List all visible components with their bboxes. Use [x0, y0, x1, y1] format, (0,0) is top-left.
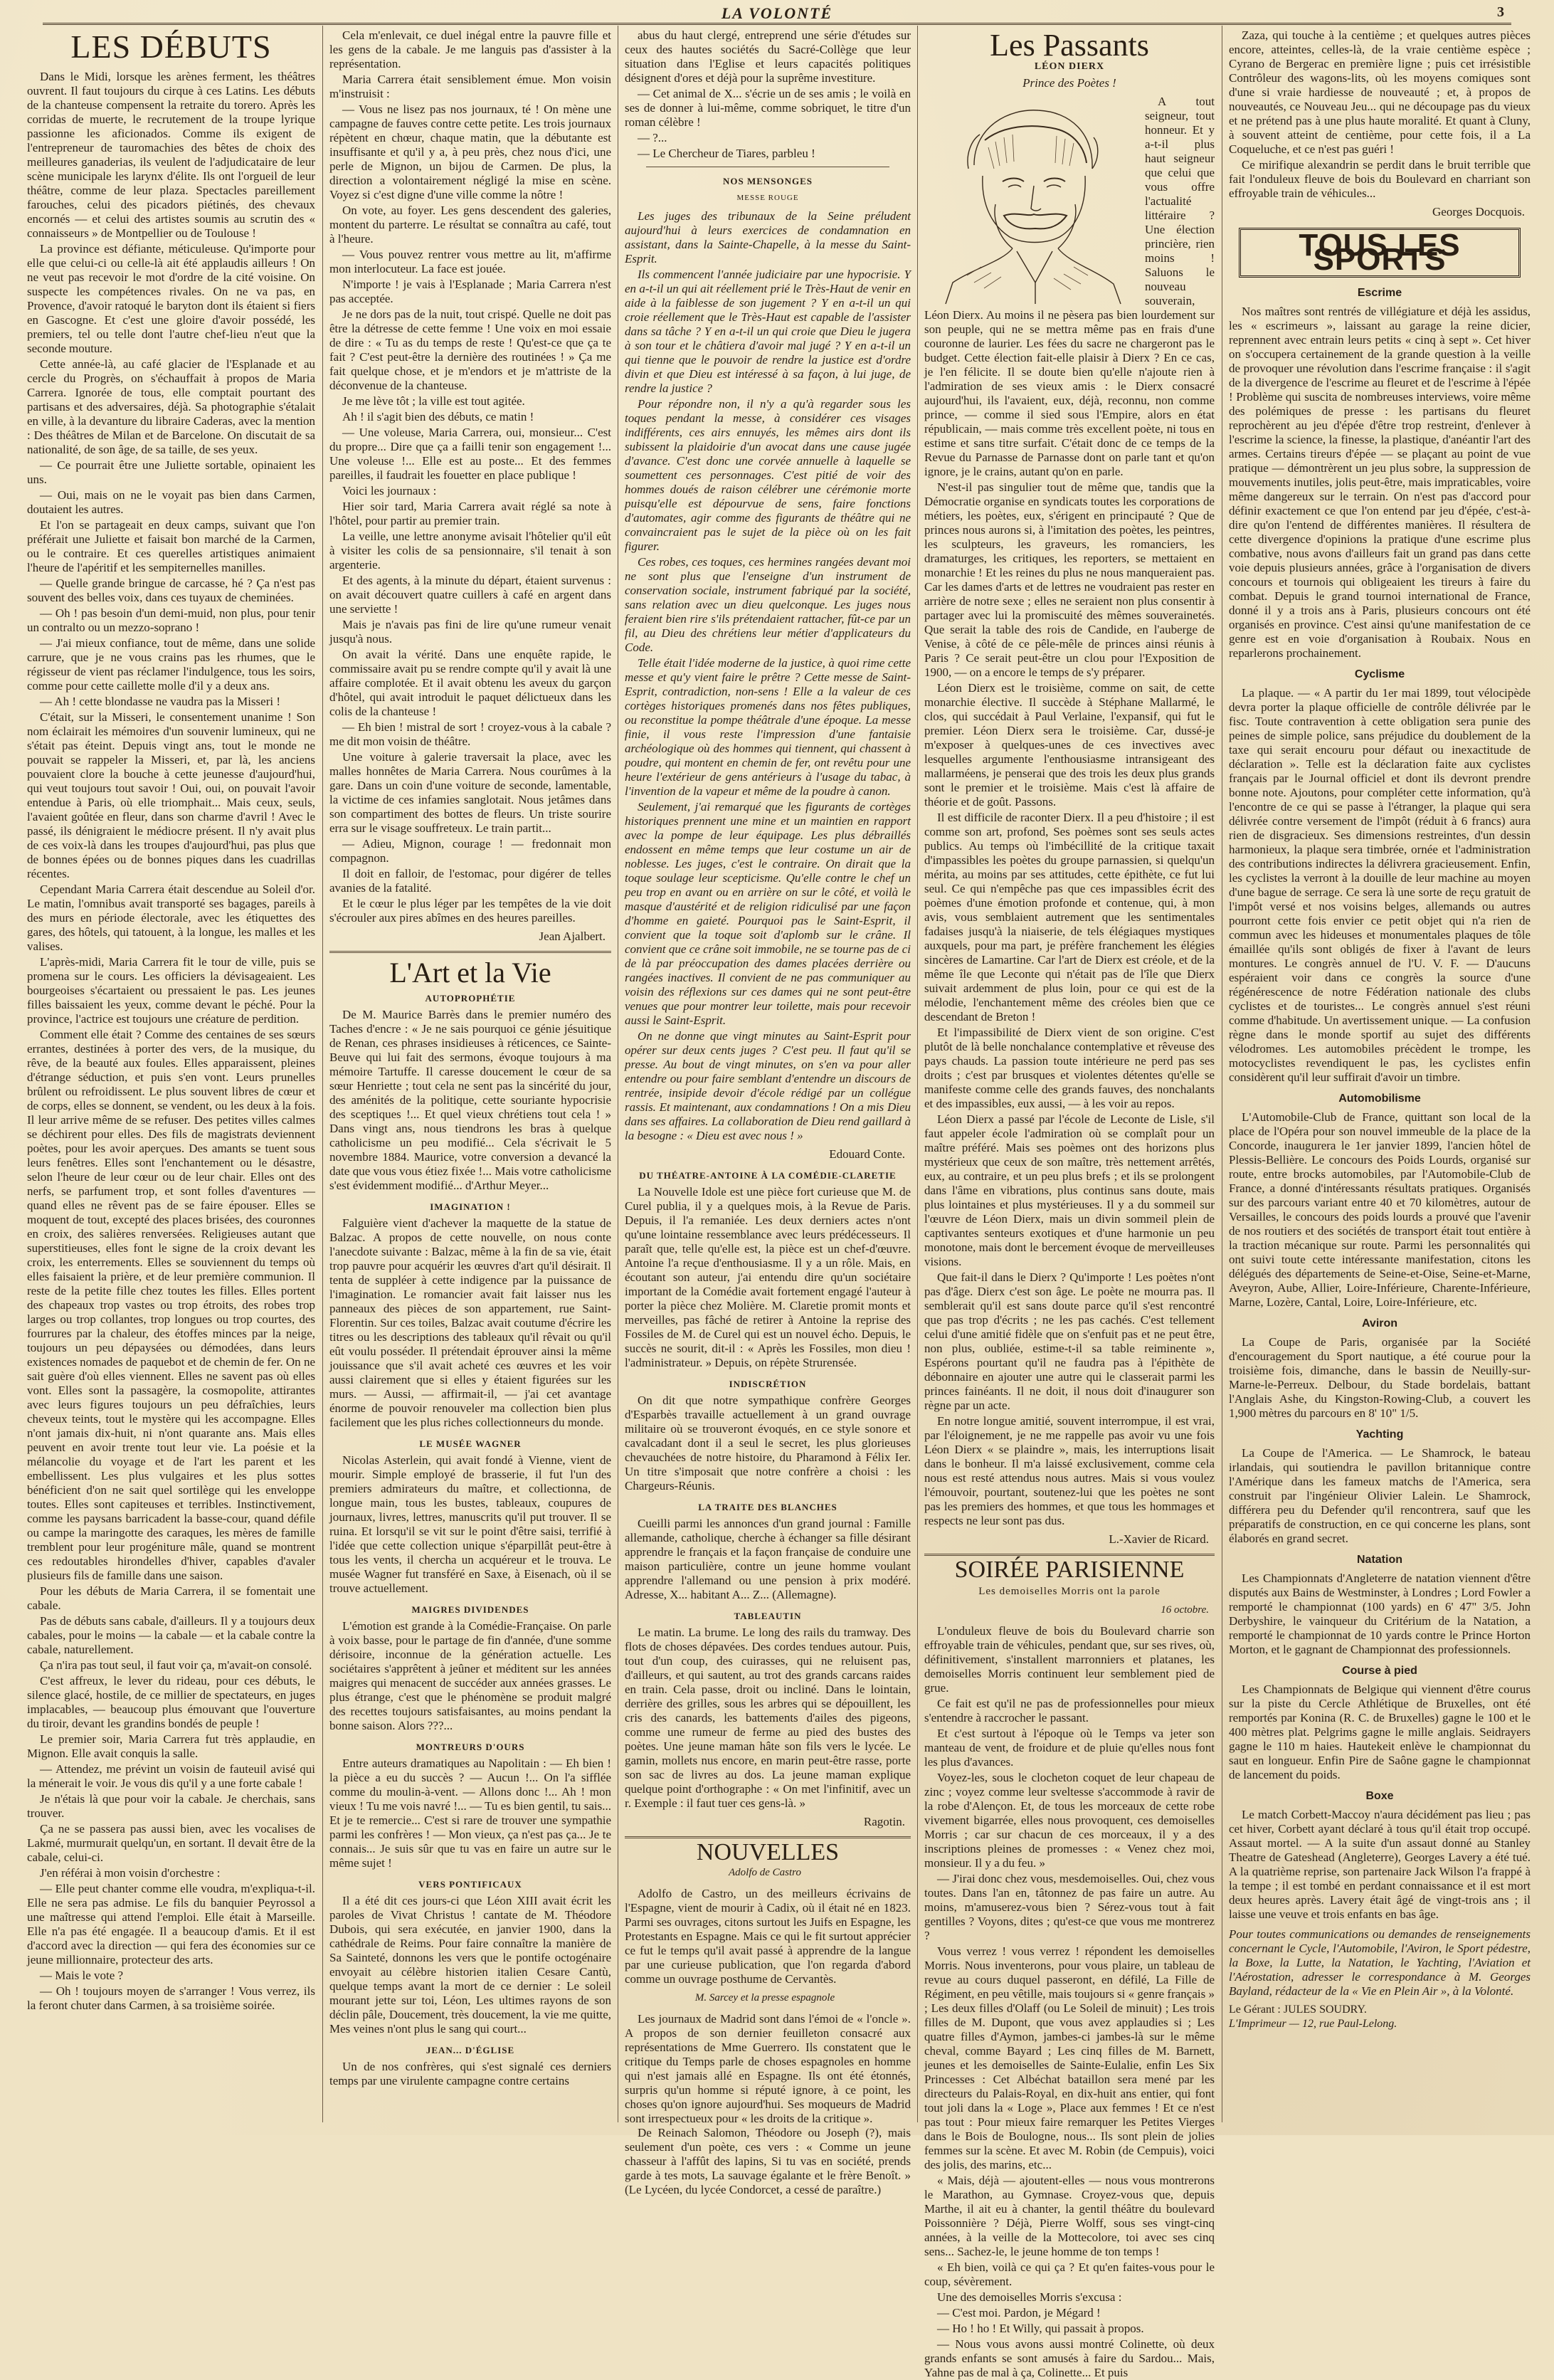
- masthead: [43, 4, 1511, 25]
- paragraph: On dit que notre sympathique confrère Georges d'Esparbès travaille actuellement à un grand ouvrage militaire où se trouveront évoqués, en ce style sonore et cavalcadant dont il a seul le secret, les plus glorieuses chevauchées de notre histoire, du Pharamond à Félix Ier. Un titre s'imposait que notre confrère a choisi : les Chargeurs-Réunis.: [625, 1394, 911, 1492]
- paragraph: Nicolas Asterlein, qui avait fondé à Vienne, vient de mourir. Simple employé de brasserie, il fut l'un des premiers admirateurs du maître, et collectionna, de longue main, tous les bustes, tableaux, coupures de journaux, livres, lettres, manuscrits qu'il put trouver. Il se ruina. Et lorsqu'il se vit sur le point d'être saisi, terrifié à l'idée que cette collection unique s'éparpillât peut-être à tous les vents, il chercha un acquéreur et le trouva. Le musée Wagner fut transféré en Saxe, à Eisenach, où il se trouve actuellement.: [329, 1453, 611, 1595]
- paragraph: Voyez-les, sous le clocheton coquet de leur chapeau de zinc ; voyez comme leur sveltesse s'accommode à ravir de la robe d'Alençon. Et, de tous les morceaux de cette robe vivement bigarrée, elles nous provoquent, ces demoiselles Morris ; car sur chacun de ces morceaux, il y a des inscriptions pleines de promesses : « Venez chez moi, monsieur. Il y a du feu. »: [924, 1771, 1215, 1870]
- paragraph: Voici les journaux :: [342, 484, 437, 497]
- paragraph: — Ce pourrait être une Juliette sortable, opinaient les uns.: [27, 458, 315, 486]
- section-divider: [924, 1554, 1215, 1556]
- section-title-tous-les-sports: TOUS LES SPORTS: [1239, 228, 1521, 278]
- paragraph: — Nous vous avons aussi montré Colinette, où deux grands enfants se sont amusés à faire du Sardou... Mais, Yahne pas de mal à ça, Colinette... Et puis: [924, 2337, 1215, 2379]
- section-heading: TABLEAUTIN: [734, 1611, 802, 1621]
- paragraph: Léon Dierx est le troisième, comme on sait, de cette monarchie élective. Il succède à Stéphane Mallarmé, le clos, qui succédait à Paul Verlaine, l'expansif, qui fut le premier. Léon Dierx sera le troisième. Car, dussé-je m'exposer à quelques-unes de ces invectives avec lesquelles argumente l'enthousiasme intransigeant des mallarméens, je penserai que des trois les deux plus grands sont le premier et le troisième. Mais c'est là affaire de théorie et de goût. Passons.: [924, 681, 1215, 809]
- paragraph: — Mais le vote ?: [40, 1969, 124, 1982]
- paragraph: Et le cœur le plus léger par les tempêtes de la vie doit s'écrouler aux pires abîmes en des heures pareilles.: [329, 897, 611, 925]
- paragraph: La plaque. — « A partir du 1er mai 1899, tout vélocipède devra porter la plaque officielle de contrôle délivrée par le fisc. Toute contravention à cette obligation sera punie des peines de simple police, sans préjudice du doublement de la taxe qui serait encouru pour défaut ou inexactitude de déclaration ». Telle est la déclaration faite aux cyclistes français par le Journal officiel et dont ils devront prendre bonne note. Ajoutons, pour compléter cette information, qu'à l'encontre de ce qui se passe à l'étranger, la plaque qui sera délivrée contre versement de l'impôt (réduit à 6 francs) aura rien de disgracieux. Ses dimensions restreintes, d'un dessin harmonieux, la plaque sera timbrée, ornée et l'administration des contributions indirectes la délivrera gracieusement. Enfin, les cyclistes la verront à la douille de leur machine au moyen d'une bague de serrage. Ce sera là une sorte de reçu gratuit de l'impôt versé et nos voisins belges, allemands ou autres pourront cette fois envier ce petit objet qui n'a rien de commun avec les hideuses et monumentales plaques de tôle émaillée qu'ils sont obligés de fixer à l'avant de leurs montures. Le congrès annuel de l'U. V. F. — D'aucuns espéraient voir dans ce congrès la source d'une régénérescence de notre Fédération nationale des clubs cyclistes et de touristes... Le congrès annuel s'est réuni comme d'habitude. Un avertissement unique. — La confusion règne dans le monde sportif au sujet des différents vélodromes. Les automobiles précèdent le trompe, les motocyclistes revendiquent le pas, les cyclistes enfin considèrent qu'il leur suffirait d'avoir un timbre.: [1229, 686, 1531, 1084]
- article-body: [924, 1624, 1215, 2380]
- paragraph: — Cet animal de X... s'écrie un de ses amis ; le voilà en ses de donner à lui-même, comme sobriquet, le titre d'un roman célèbre !: [625, 87, 911, 129]
- paragraph: Cueilli parmi les annonces d'un grand journal : Famille allemande, catholique, cherche à échanger sa fille désirant apprendre le français et la façon française de conduire une maison particulière, contre un jeune homme voulant apprendre l'allemand ou une pension à prix modéré. Adresse, X... habitant A... Z... (Allemagne).: [625, 1517, 911, 1601]
- paragraph: Les Championnats de Belgique qui viennent d'être courus sur la piste du Cercle Athlétique de Bruxelles, ont été remportés par Konina (R. C. de Bruxelles) gagne le 100 et le 400 mètres plat. Pelgrims gagne le mille anglais. Seidrayers gagne le 110 m haies. Hautekeit enlève le championnat du saut en longueur. Enfin Pire de Saône gagne le championnat de lancement du poids.: [1229, 1683, 1531, 1781]
- paragraph: Cependant Maria Carrera était descendue au Soleil d'or. Le matin, l'omnibus avait transporté ses bagages, pareils à des murs en période électorale, avec les étiquettes des gares, des hôtels, qui tatouent, à la longue, les malles et les valises.: [27, 883, 315, 953]
- paragraph: Il est difficile de raconter Dierx. Il a peu d'histoire ; il est comme son art, profond, Ses poèmes sont ses seuls actes publics. Au temps où l'imbécillité de la critique taxait d'impassibles les poètes du groupe parnassien, si quelqu'un mérita, au moins par ses attitudes, cette épithète, ce fut lui seul. Ce qui n'empêche pas que ces impassibles écrit des poèmes d'une émotion profonde et contenue, qui, à mon avis, vous semblaient autrement que les sentimentales fadaises jusqu'à la niaiserie, de tels élégiaques mystiques auxquels, pour ma part, je préfère franchement les élégies sincères de Lamartine. Car l'art de Dierx est créole, et de la même île que Leconte qui n'était pas de l'île que Dierx suivait ardemment de plus loin, pour ce qui est de la mélodie, l'enchantement même des créoles bien que ce descendant de Breton !: [924, 811, 1215, 1023]
- section-heading: DU THÉATRE-ANTOINE À LA COMÉDIE-CLARETIE: [639, 1170, 897, 1181]
- paragraph: N'est-il pas singulier tout de même que, tandis que la Démocratie organise en syndicats toutes les corporations de métiers, les poètes, eux, s'érigent en principauté ? Que de princes nous aurons si, à l'imitation des poètes, les peintres, les sculpteurs, les graveurs, les romanciers, les dramaturges, les critiques, les reporters, se mettaient en monarchie ! Et les reines du plus ne nous manqueraient pas. Car les dames d'arts et de lettres ne voudraient pas rester en arrière de notre sexe ; elles ne seraient non plus consentir à partager avec lui la promiscuité des mêmes souverainetés. Que serait la table des rois de Candide, en l'auberge de Venise, à côté de ce pêle-mêle de princes ainsi réunis à Paris ? Ce serait peut-être un clou pour l'Exposition de 1900, — on a encore le temps de s'y préparer.: [924, 480, 1215, 679]
- section-heading: Boxe: [1365, 1790, 1394, 1802]
- section-heading: LA TRAITE DES BLANCHES: [698, 1502, 837, 1512]
- paragraph: Ça n'ira pas tout seul, il faut voir ça, m'avait-on consolé.: [40, 1658, 312, 1672]
- paragraph: Et l'impassibilité de Dierx vient de son origine. C'est plutôt de là belle nonchalance contemplative et rêveuse des pays chauds. La passion toute intérieure ne perd pas ses droits ; c'est par brusques et violentes détentes qu'elle se manifeste comme celle des grands fauves, des nonchalants et des impassibles, eux aussi, — à les voir au repos.: [924, 1026, 1215, 1110]
- page-number: 3: [1497, 4, 1504, 20]
- paragraph: J'en référai à mon voisin d'orchestre :: [40, 1866, 221, 1880]
- paragraph: — Elle peut chanter comme elle voudra, m'expliqua-t-il. Elle ne sera pas admise. Le fils du banquier Peyrossol a une maîtresse qui attend l'emploi. Elle était à Marseille. Elle n'a pas été engagée. Il a beaucoup d'amis. Et il est d'accord avec la direction — qui fera des économies sur ce jeune millionnaire, protecteur des arts.: [27, 1882, 315, 1966]
- section-divider: [625, 1836, 911, 1838]
- column-mensonges-nouvelles: [625, 28, 911, 2196]
- paragraph: Telle était l'idée moderne de la justice, à quoi rime cette messe et qu'y vient faire le prêtre ? Cette messe de Saint-Esprit, contradiction, non-sens ! Elle a la valeur de ces cortèges historiques promenés dans nos fêtes publiques, ou reconstitue la pompe théâtrale d'une époque. La messe finie, il vous reste l'impression d'une fantaisie archéologique où des hommes qui tiennent, qui chassent à poudre, qui montent en chemin de fer, ont revêtu pour une heure l'extérieur de gens antérieurs à l'usage du tabac, à l'invention de la vapeur et même de la poudre à canon.: [625, 656, 911, 798]
- paragraph: Que fait-il dans le Dierx ? Qu'importe ! Les poètes n'ont pas d'âge. Dierx c'est son âge. Le poète ne mourra pas. Il semblerait qu'il est sans doute parce qu'il s'est rencontré que pas trop d'écrits ; ne les pas cachés. C'est tellement celui d'une amitié fidèle que on s'enfuit pas et ne peut être, non plus, oubliée, estime-t-il sa table reiminente », Espérons pourtant qu'il ne faudra pas à l'épithète de débonnaire en ajouter une autre qui le classerait parmi les princes fainéants. Il ne doit, il nous doit d'inaugurer son règne par un acte.: [924, 1270, 1215, 1412]
- paragraph: De M. Maurice Barrès dans le premier numéro des Taches d'encre : « Je ne sais pourquoi ce génie jésuitique de Renan, ces phrases insidieuses à réticences, ce Sainte-Beuve qui lui fait des sermons, évoque toujours à ma mémoire Tartuffe. Il caresse doucement le cœur de sa sœur Henriette ; tout cela ne sent pas la sincérité du jour, des aménités de la politique, cette souriante hypocrisie des sceptiques !... Et quel vieux chrétiens tout cela ! » Dans vingt ans, nous tiendrons les bras à quelque catholicisme un peu modifié... Cela s'écrivait le 5 novembre 1884. Maurice, votre conversion a devancé la date que vous vous étiez fixée !... Mais votre catholicisme s'est évidemment modifié... d'Arthur Meyer...: [329, 1008, 611, 1192]
- article-body: [1229, 28, 1531, 201]
- paragraph: On avait la vérité. Dans une enquête rapide, le commissaire avait pu se rendre compte qu'il y avait là une affaire complotée. Et il avait obtenu les aveux du garçon d'hôtel, qui avait introduit le paquet délictueux dans les colis de la chanteuse !: [329, 648, 611, 718]
- paragraph: Le premier soir, Maria Carrera fut très applaudie, en Mignon. Elle avait conquis la salle.: [27, 1732, 315, 1760]
- paragraph: Je n'étais là que pour voir la cabale. Je cherchais, sans trouver.: [27, 1792, 315, 1820]
- paragraph: Pas de débuts sans cabale, d'ailleurs. Il y a toujours deux cabales, pour le moins — la cabale — et la cabale contre la cabale, naturellement.: [27, 1614, 315, 1656]
- article-title-les-debuts: LES DÉBUTS: [70, 28, 272, 65]
- paragraph: « Mais, déjà — ajoutent-elles — nous vous montrerons le Marathon, au Gymnase. Croyez-vous que, depuis Marthe, il ait eu à chanter, la gentil théâtre du boulevard Poissonnière ? Déjà, Pierre Wolff, sous ses vingt-cinq années, à la veille de la Mottecolore, toi avec ses cinq sens... Sachez-le, le jeune homme de ton temps !: [924, 2174, 1215, 2258]
- column-art-et-la-vie: [329, 28, 611, 2121]
- paragraph: Hier soir tard, Maria Carrera avait réglé sa note à l'hôtel, pour partir au premier train.: [329, 500, 611, 527]
- paragraph: Je me lève tôt ; la ville est tout agitée.: [342, 394, 525, 408]
- paragraph: La province est défiante, méticuleuse. Qu'importe pour elle que celui-ci ou celle-là ait été applaudis ailleurs ! On ne veut pas recevoir le mot d'ordre de la cité voisine. On suspecte les compétences rivales. On ne va pas, en Provence, d'avoir ratoqué le baryton dont ils étaient si fiers en Gascogne. Et c'est une gloire d'avoir possédé, les premiers, tel ou telle dont l'autre chef-lieu n'eut que la seconde mouture.: [27, 242, 315, 355]
- paragraph: C'est affreux, le lever du rideau, pour ces débuts, le silence glacé, hostile, de ce millier de spectateurs, en juges implacables, — beaucoup plus émouvant que l'ouverture du tiroir, devant les grandins bondés de peuple !: [27, 1674, 315, 1730]
- paragraph: — Adieu, Mignon, courage ! — fredonnait mon compagnon.: [329, 837, 611, 865]
- paragraph: — Vous pouvez rentrer vous mettre au lit, m'affirme mon interlocuteur. La face est jouée.: [329, 248, 611, 275]
- article-body: [625, 28, 911, 161]
- paragraph: — Oh ! toujours moyen de s'arranger ! Vous verrez, ils la feront chuter dans Carmen, à sa troisième soirée.: [27, 1984, 315, 2012]
- article-body: [329, 28, 611, 925]
- paragraph: L'émotion est grande à la Comédie-Française. On parle à voix basse, pour le partage de fin d'année, d'une somme dérisoire, inconnue de la génération actuelle. Les sociétaires s'apprêtent à jeûner et méditent sur les années maigres qui menacent de succéder aux années grasses. Le plus étrange, c'est que le phénomène se produit malgré des recettes toujours satisfaisantes, au moins pendant la bonne saison. Alors ???...: [329, 1619, 611, 1732]
- paragraph: — Ah ! cette blondasse ne vaudra pas la Misseri !: [40, 695, 281, 708]
- portrait-engraving-image: [924, 98, 1138, 304]
- subject-title: Prince des Poètes !: [1022, 76, 1116, 90]
- sports-sections: [1229, 286, 1531, 1922]
- section-title-art-et-la-vie: L'Art et la Vie: [389, 957, 551, 989]
- section-heading: INDISCRÉTION: [729, 1379, 807, 1389]
- contact-note: [1229, 1927, 1531, 1999]
- article-title-les-passants: Les Passants: [990, 28, 1149, 63]
- paragraph: Vous verrez ! vous verrez ! répondent les demoiselles Morris. Nous inventerons, pour vous plaire, un tableau de revue au cours duquel passeront, en défilé, La Fille de Régiment, en peu vêtille, mais toujours si « genre français » ; Les deux filles d'Olaff (ou Le Soleil de minuit) ; Les trois filles de M. Dupont, que vous avez applaudies si ; Les quatre filles d'Aymon, jambes-ci jambes-là sur le même cheval, comme Bayard ; Les cinq filles de M. Barnett, jeunes et les demoiselles de Sainte-Eulalie, enfin Les Six Princesses : Cet Albéchat bataillon sera mené par les directeurs du Palais-Royal, en dix-huit ans entier, qui font tout joli dans la « Loge », Place aux femmes ! Et ce n'est pas tout : Pour mieux faire remarquer les Petites Vierges dans le Bois de Boulogne, nous... Ils sont plein de jolies femmes sur la scène. Et avec M. Robin (de Cempuis), voici des jolis, des marins, etc...: [924, 1944, 1215, 2171]
- article-subtitle: Les demoiselles Morris ont la parole: [978, 1586, 1161, 1597]
- column-les-passants: [924, 28, 1215, 2379]
- paragraph: Falguière vient d'achever la maquette de la statue de Balzac. A propos de cette nouvelle, on nous conte l'anecdote suivante : Balzac, même à la fin de sa vie, était trop pauvre pour acquérir les œuvres d'art qu'il désirait. Il tenta de suppléer à cette indigence par la puissance de l'imagination. Le romancier avait fait laisser nus les panneaux des pièces de son appartement, rue Saint-Florentin. Sur ces toiles, Balzac avait coutume d'écrire les titres ou les descriptions des tableaux qu'il rêvait ou qu'il eût voulu posséder. Il prétendait éprouver ainsi la même jouissance que s'il avait acheté ces œuvres et les voir aussi clairement que si elles y étaient figurées sur les murs. — Aussi, — affirmait-il, — j'ai cet avantage énorme de pouvoir renouveler ma collection bien plus facilement que les plus riches collectionneurs du monde.: [329, 1216, 611, 1429]
- author-signature: Ragotin.: [863, 1815, 905, 1828]
- paragraph: — ?...: [638, 131, 667, 144]
- column-les-debuts: [27, 28, 315, 2121]
- section-heading: Aviron: [1361, 1317, 1398, 1329]
- news-subheading: M. Sarcey et la presse espagnole: [694, 1992, 835, 2003]
- paragraph: De Reinach Salomon, Théodore ou Joseph (?), mais seulement d'un poète, ces vers : « Comme un jeune chasseur à l'affût des lapins, Si tu vas en société, prends garde à tes mots, La sauvage égalante et le frère Benoît. » (Le Lycéen, du lycée Condorcet, a cessé de paraître.): [625, 2126, 911, 2196]
- section-heading: JEAN... D'ÉGLISE: [426, 2045, 515, 2055]
- section-heading: Natation: [1357, 1554, 1402, 1566]
- paragraph: Maria Carrera était sensiblement émue. Mon voisin m'instruisit :: [329, 73, 611, 100]
- paragraph: — Oui, mais on ne le voyait pas bien dans Carmen, doutaient les autres.: [27, 488, 315, 516]
- paragraph: Et des agents, à la minute du départ, étaient survenus : on avait découvert quatre cuillers à café en argent dans une serviette !: [329, 574, 611, 616]
- paragraph: — Vous ne lisez pas nos journaux, té ! On mène une campagne de fauves contre cette petite. Les trois journaux répètent en chœur, chaque matin, que la débutante est insuffisante et qu'il y a, à peu près, chez nous d'ici, une perle de Mignon, un bijou de Carmen. De plus, la direction a volontairement négligé la mise en scène. Voyez si c'est digne d'une ville comme la nôtre !: [329, 102, 611, 201]
- paragraph: Les journaux de Madrid sont dans l'émoi de « l'oncle ». A propos de son dernier feuilleton consacré aux représentations de Mme Guerrero. Ils constatent que le critique du Temps parle de choses espagnoles en homme qui n'est jamais allé en Espagne. Ils ont été étonnés, surpris qu'un homme si réputé ignore, à ce point, les choses qu'on ignore aujourd'hui. Ses moqueurs de Madrid sont irrespectueux pour « les droits de la critique ».: [625, 2012, 911, 2125]
- section-heading: MAIGRES DIVIDENDES: [411, 1604, 529, 1615]
- paragraph: Ah ! il s'agit bien des débuts, ce matin !: [342, 410, 534, 423]
- author-signature: L.-Xavier de Ricard.: [1109, 1532, 1209, 1546]
- paragraph: Un de nos confrères, qui s'est signalé ces derniers temps par une virulente campagne contre certains: [329, 2060, 611, 2087]
- paragraph: La Coupe de l'America. — Le Shamrock, le bateau irlandais, qui soutiendra le pavillon britannique contre l'Amérique dans les fameux matchs de l'America, sera construit par l'ingénieur Olivier Lalein. Le Shamrock, différera peu du Defender qu'il rencontrera, sauf que les préparatifs de construction, en ce qui concerne les plans, sont élaborés en grand secret.: [1229, 1446, 1531, 1545]
- section-heading: IMAGINATION !: [430, 1201, 511, 1212]
- paragraph: Pour les débuts de Maria Carrera, il se fomentait une cabale.: [27, 1584, 315, 1612]
- column-tous-les-sports: [1229, 28, 1531, 2121]
- paragraph: C'était, sur la Misseri, le consentement unanime ! Son nom éclairait les mémoires d'un souvenir lumineux, qui ne s'était pas éteint. Depuis vingt ans, tout le monde ne pouvait se rappeler la Misseri, et, par là, les anciens pouvaient clore la bouche à cette jeunesse d'aujourd'hui, qui veut toujours tout savoir ! Oui, oui, on pouvait l'avoir entendue à Paris, où elle triomphait... Mais ceux, seuls, l'avaient goûtée en fleur, dans son charme d'avril ! Avec le passé, ils dénigraient le médiocre présent. Il n'y avait plus de ces voix-là dans les troupes d'aujourd'hui, pas plus que de bonnes épées ou de bonnes piques dans les cuadrillas récentes.: [27, 710, 315, 880]
- paragraph: Seulement, j'ai remarqué que les figurants de cortèges historiques prennent une mine et un maintien en rapport avec la pompe de leur équipage. Les plus débraillés endossent en même temps que leur costume un air de noblesse. Les juges, c'est le contraire. On dirait que la toque soulage leur scepticisme. Qu'elle contre le chef un peu trop en avant ou en arrière on sur le côté, et voilà le masque d'austérité et de religion ridiculisé par une façon d'homme en gaieté. Pourquoi pas le Saint-Esprit, il convient que la toque soit d'aplomb sur le crâne. Il convient que ce crâne soit immobile, ne se tourne pas de ci de là par préoccupation des dames placées derrière ou rangées inactives. Il convient de ne pas communiquer au voisin des réflexions sur ces dames qui ne sont peut-être venues que pour montrer leur toilette, mais pour recevoir aussi le Saint-Esprit.: [625, 800, 911, 1027]
- paragraph: abus du haut clergé, entreprend une série d'études sur ceux des hautes sociétés du Sacré-Collège que leur situation dans l'Eglise et leurs capacités politiques désignent d'ores et déjà pour la suprême investiture.: [625, 28, 911, 85]
- paragraph: Adolfo de Castro, un des meilleurs écrivains de l'Espagne, vient de mourir à Cadix, où il était né en 1823. Parmi ses ouvrages, citons surtout les Juifs en Espagne, les Protestants en Espagne. Mais ce qui le fit surtout apprécier ce fut le temps qu'il avait passé à apprendre de la langue par une curieuse publication, que l'on regarda d'abord comme un ouvrage posthume de Cervantès.: [625, 1887, 911, 1986]
- paragraph: — Attendez, me prévint un voisin de fauteuil avisé qui la ménerait le voir. Je vous dis qu'il y a une forte cabale !: [27, 1762, 315, 1790]
- paragraph: Léon Dierx a passé par l'école de Leconte de Lisle, s'il faut appeler école l'admiration où se complaît pour un maître préféré. Mais ses poèmes ont des horizons plus mystérieux que ceux de son maître, très nettement arrêtés, eux, au contraire, et un peu plus brefs ; et ils se prolongent dans l'âme en vibrations, plus continus sans doute, mais plus lointaines et plus mystérieuses. Il y a du sommeil sur l'œuvre de Léon Dierx, mais un divin sommeil plein de captivantes senteurs exotiques et d'une harmonie un peu monotone, mais dont le bercement évoque de merveilleuses visions.: [924, 1112, 1215, 1268]
- section-heading: Yachting: [1355, 1428, 1404, 1441]
- paragraph: — Le Chercheur de Tiares, parbleu !: [638, 147, 815, 160]
- paragraph: Il a été dit ces jours-ci que Léon XIII avait écrit les paroles de Vivat Christus ! cantate de M. Théodore Dubois, qui sera exécutée, en janvier 1900, dans la cathédrale de Reims. Pour faire connaître la manière de Sa Sainteté, donnons les vers que le pontife octogénaire envoyait au célèbre historien italien Cesare Cantù, quelque temps avant la mort de ce dernier : Le soleil mourant jette sur toi, Léon, Les ultimes rayons de son déclin pâle, Doucement, très doucement, la vie me quitte, Mes veines n'ont plus le sang qui court...: [329, 1894, 611, 2036]
- paragraph: — C'est moi. Pardon, je Mégard !: [937, 2306, 1101, 2320]
- paragraph: Pour toutes communications ou demandes de renseignements concernant le Cycle, l'Automobile, l'Aviron, le Sport pédestre, la Boxe, la Lutte, la Natation, le Yachting, l'Aviation et l'Aérostation, adresser le correspondance à M. Georges Bayland, rédacteur de la « Vie en Plein Air », à la Volonté.: [1229, 1927, 1531, 1998]
- paragraph: — J'irai donc chez vous, mesdemoiselles. Oui, chez vous toutes. Dans l'an en, tâtonnez de pas faire un autre. Au moins, m'amuserez-vous bien ? Sérez-vous tout à fait gentilles ? Voyons, dites ; qu'est-ce que vous me montrerez ?: [924, 1872, 1215, 1942]
- paragraph: « Eh bien, voilà ce qui ça ? Et qu'en faites-vous pour le coup, sévèrement.: [924, 2260, 1215, 2288]
- paragraph: Je ne dors pas de la nuit, tout crispé. Quelle ne doit pas être la détresse de cette femme ! Une voix en moi essaie de dire : « Tu as du temps de reste ! Qu'est-ce que ça te fait ? C'est peut-être la dernière des routinées ! » Ça me fait quelque chose, et je m'endors et je m'attriste de la déconvenue de la chanteuse.: [329, 307, 611, 392]
- author-signature: Georges Docquois.: [1432, 205, 1525, 218]
- paragraph: Mais je n'avais pas fini de lire qu'une rumeur venait jusqu'à nous.: [329, 618, 611, 646]
- paragraph: — Eh bien ! mistral de sort ! croyez-vous à la cabale ? me dit mon voisin de théâtre.: [329, 720, 611, 748]
- paragraph: La Nouvelle Idole est une pièce fort curieuse que M. de Curel publia, il y a quelques mois, à la Revue de Paris. Depuis, il l'a remaniée. Les deux derniers actes n'ont qu'une lointaine ressemblance avec leurs prédécesseurs. Il paraît que, telle qu'elle est, la pièce est un chef-d'œuvre. Antoine l'a reçue d'enthousiasme. Il y a un rôle. Mais, en écoutant son auteur, j'ai entendu dire qu'un sociétaire important de la Comédie avait fortement engagé l'auteur à porter la pièce chez Molière. M. Claretie promit monts et merveilles, pas fâché de retirer à Antoine la reprise des Fossiles de M. de Curel qui est un nouvel écho. Depuis, le succès ne sourit, dit-il : « Après les Fossiles, mon dieu ! l'administrateur. » Depuis, on répète Strurensée.: [625, 1185, 911, 1369]
- paragraph: Nos maîtres sont rentrés de villégiature et déjà les assidus, les « escrimeurs », laissant au garage la reine dicier, reprennent avec entrain leurs petits « cinq à sept ». Cet hiver on s'occupera certainement de la grande question à la veille de provoquer une révolution dans l'escrime française : il s'agit de la divergence de l'escrime au fleuret et de l'escrime à l'épée ! Problème qui suscita de nombreuses interviews, voire même des polémiques de presse : les partisans du fleuret reprochèrent au jeu d'épée d'être trop restreint, d'enlever à l'escrime la science, la finesse, la plastique, d'anéantir l'art des armes. Certains tireurs d'épée — se plaçant au point de vue pratique — démontrèrent un jeu plus sobre, la suppression de mouvements inutiles, jolis peut-être, mais impraticables, voire même dangereux sur le terrain. On n'est pas d'accord pour définir exactement ce que l'on entend par jeu d'épée, c'est-à-dire qu'on l'entend de différentes manières. Il résultera de cette divergence d'opinions la pratique d'une escrime plus combative, nous avons d'ailleurs fait un grand pas dans cette voie depuis plusieurs années, grâce à l'organisation de divers concours et tournois qui obligeaient les tireurs à faire du combat. Depuis le grand tournoi international de France, donné il y a trois ans à Paris, plusieurs concours ont été organisés en province. C'est ainsi qu'une manifestation de ce genre est en voie d'organisation à Roubaix. Nous en reparlerons prochainement.: [1229, 305, 1531, 660]
- paragraph: Cette année-là, au café glacier de l'Esplanade et au cercle du Progrès, on s'échauffait à propos de Maria Carrera. Ignorée de tous, elle comptait pourtant des partisans et des adversaires, déjà. Sa photographie s'étalait en ville, à la devanture du libraire Caderas, avec la mention : Des théâtres de Milan et de Barcelone. On discutait de sa nationalité, de son âge, de sa taille, de ses yeux.: [27, 357, 315, 456]
- paragraph: Et l'on se partageait en deux camps, suivant que l'on préférait une Juliette et faisait bon marché de la Carmen, ou le contraire. Et ces querelles artistiques animaient l'heure de l'apéritif et les sempiternelles manilles.: [27, 518, 315, 574]
- paragraph: — Quelle grande bringue de carcasse, hé ? Ça n'est pas souvent des belles voix, dans ces tuyaux de cheminées.: [27, 576, 315, 604]
- paragraph: Cela m'enlevait, ce duel inégal entre la pauvre fille et les gens de la cabale. Je me languis pas d'assister à la représentation.: [329, 28, 611, 70]
- paragraph: — Ho ! ho ! Et Willy, qui passait à propos.: [937, 2322, 1144, 2335]
- paragraph: Dans le Midi, lorsque les arènes ferment, les théâtres ouvrent. Il faut toujours du cirque à ces Latins. Les débuts de la chanteuse compensent la retraite du torero. Après les corridas de muerte, le recrutement de la troupe lyrique passionne les aficionados. Comme ils exigent de l'entrepreneur de tauromachies des bêtes de choix des meilleures ganaderias, ils veulent de l'adjudicataire de leur scène municipale les larynx d'élite. Ils ont l'orgueil de leur théâtre, comme de leur plaza. Spectacles pareillement farouches, celui des picadors piétinés, des chevaux encornés — et celui des artistes soumis au scrutin des « connaisseurs » de Montpellier ou de Toulouse !: [27, 70, 315, 240]
- paragraph: Le matin. La brume. Le long des rails du tramway. Des flots de choses dépavées. Des cordes tendues autour. Puis, tout d'un coup, des cuirasses, qui ne reluisent pas, d'ailleurs, et qui sautent, au trot des grands carcans raides en train. Cela passe, droit ou incliné. Dans le lointain, derrière des grilles, sous les arbres qui se dépouillent, les cris des canards, les battements d'ailes des pigeons, comme une rumeur de ferme au pied des bustes des poètes. Une jeune maman hâte son fils vers le lycée. Le gamin, mollets nus encore, en marin peut-être rasse, porte son sac de livres au dos. La jeune maman explique quelque point d'orthographe : « On met l'infinitif, avec un r. Exemple : il faut tuer ces gens-là. »: [625, 1626, 911, 1810]
- paragraph: — Une voleuse, Maria Carrera, oui, monsieur... C'est du propre... Dire que ça a failli tenir son engagement !... Une voleuse !... Elle est au poste... Et des femmes pareilles, il faudrait les fouetter en place publique !: [329, 426, 611, 482]
- paragraph: Les juges des tribunaux de la Seine préludent aujourd'hui à leurs exercices de condamnation en assistant, dans la Sainte-Chapelle, à la messe du Saint-Esprit.: [625, 209, 911, 265]
- column-rule: [322, 26, 323, 2122]
- paragraph: Comment elle était ? Comme des centaines de ses sœurs errantes, destinées à porter des vers, de la musique, du rêve, de la beauté aux foules. Elles apparaissent, pleines d'étrange séduction, et puis s'en vont. Leurs prunelles brûlent ou refroidissent. Le plus souvent libres de cœur et de corps, elles se donnent, se vendent, ou les deux à la fois. Il leur arrive même de se refuser. Des petites villes calmes se déchirent pour elles. Des fils de magistrats deviennent poètes, pour les avoir aperçues. Des amants se tuent sous leurs fenêtres. Elles sont l'enchantement ou le désastre, selon l'heure de leur cœur ou de leur chair. Elles ont des nerfs, se parfument trop, et sont folles d'aventures — quand elles ne rêvent pas de se faire épouser. Elles se moquent de tout, excepté des places brisées, des couronnes en croix, des salières renversées. Religieuses autant que superstitieuses, elles font le signe de la croix devant les croix, les enterrements. Elles se souviennent du temps où elles faisaient la prière, et de leur première communion. Il reste de la petite fille chez toutes les filles. Elles portent des chapeaux trop vastes ou trop étroits, des robes trop larges ou trop collantes, trop longues ou trop courtes, des fourrures par la chaleur, des étoffes minces par la neige, toujours un peu dépaysées ou démodées, dans leurs existences nomades de paquebot et de chemin de fer. On ne sait guère d'où elles viennent. Elles ne savent pas où elles vont. Elles sont la passagère, la cosmopolite, attirantes avec leurs figures toujours un peu défraîchies, leurs cheveux teints, tout le mystère qui les accompagne. Elles n'ont jamais dix-huit, ni n'ont quarante ans. Mais elles peuvent en avoir trente tout leur vie. La poésie et la mélancolie du voyage et de l'art les parent et les embellissent. Les plus vulgaires et les plus sottes bénéficient d'on ne sait quel sortilège qui les enveloppe toutes. Elles sont capiteuses et terribles. Instinctivement, comme les paysans barricadent la basse-cour, quand défile ou campe la maringotte des caraques, les mères de famille tremblent pour leur progéniture mâle, quand se montrent ces redoutables hirondelles d'hiver, capables d'avaler plusieurs fils de famille dans une saison.: [27, 1028, 315, 1582]
- author-signature: Edouard Conte.: [829, 1147, 905, 1161]
- article-body: [27, 70, 315, 2013]
- paragraph: L'onduleux fleuve de bois du Boulevard charrie son effroyable train de véhicules, pendant que, sur ses rives, où, définitivement, s'installent marronniers et platanes, les demoiselles Morris continuent leur semblement pied de grue.: [924, 1624, 1215, 1695]
- article-title-soiree-parisienne: SOIRÉE PARISIENNE: [954, 1557, 1185, 1583]
- paragraph: On vote, au foyer. Les gens descendent des galeries, montent du parterre. Le résultat se connaîtra au café, tout à l'heure.: [329, 204, 611, 246]
- article-date: 16 octobre.: [1161, 1604, 1209, 1616]
- section-heading: AUTOPROPHÉTIE: [425, 993, 516, 1004]
- paragraph: Ces robes, ces toques, ces hermines rangées devant moi ne sont plus que l'enseigne d'un instrument de conservation sociale, instrument fabriqué par la société, sans relation avec un dieu quelconque. Les juges nous feraient bien rire s'ils prétendaient rattacher, fût-ce par un fil, au Dieu des chrétiens leur métier d'applicateurs du Code.: [625, 555, 911, 654]
- paragraph: Il doit en falloir, de l'estomac, pour digérer de telles avanies de la fatalité.: [329, 867, 611, 895]
- section-heading: MONTREURS D'OURS: [416, 1742, 525, 1752]
- newspaper-name: LA VOLONTÉ: [721, 4, 833, 22]
- paragraph: Zaza, qui touche à la centième ; et quelques autres pièces encore, atteintes, celles-là, de la vraie centième espèce ; Cyrano de Bergerac en première ligne ; puis cet irrésistible Contrôleur des wagons-lits, où les moyens comiques sont d'une si vraie hardiesse de nouveauté ; et, à propos de nouveautés, ce Nouveau Jeu... qui ne découpage pas du vieux et ne prétend pas à une plus haute moralité. Et quant à Cluny, à souvent atteint de centième, pour cette fois, il a La Coqueluche, et ce n'est pas guéri !: [1229, 28, 1531, 156]
- paragraph: Et c'est surtout à l'époque où le Temps va jeter son manteau de vent, de froidure et de pluie qu'elles nous font les plus d'avances.: [924, 1727, 1215, 1769]
- paragraph: Ça ne se passera pas aussi bien, avec les vocalises de Lakmé, murmurait quelqu'un, en sortant. Il devait être de la cabale, celui-ci.: [27, 1822, 315, 1864]
- art-sections: [329, 991, 611, 2088]
- paragraph: Entre auteurs dramatiques au Napolitain : — Eh bien ! la pièce a eu du succès ? — Aucun !... On l'a sifflée comme du moulin-à-vent. — Allons donc !... Ah ! mon vieux ! Tu me vois navré !... — Tu es bien gentil, tu sais... Et je te remercie... C'est si rare de trouver une sympathie parmi les confrères ! — Mon vieux, ça n'est pas ça... Je te connais... Je suis sûr que tu vas en faire un autre sur le même sujet !: [329, 1757, 611, 1870]
- paragraph: Ils commencent l'année judiciaire par une hypocrisie. Y en a-t-il un qui ait réellement prié le Très-Haut de venir en aide à la faiblesse de son jugement ? Y en a-t-il un qui croie réellement que le Très-Haut est capable de l'assister dans sa tâche ? Y en a-t-il un qui croie que Dieu le jugera à son tour et le châtiera d'avoir mal jugé ? Y en a-t-il un qui tienne que le pouvoir de rendre la justice est d'ordre divin et que Dieu est intéressé à sa façon, à lui juge, de rendre la justice ?: [625, 268, 911, 395]
- section-heading: NOS MENSONGES: [722, 176, 813, 186]
- paragraph: Les Championnats d'Angleterre de natation viennent d'être disputés aux Bains de Westminster, à Londres ; Lord Fowler a remporté le championnat (100 yards) en 6' 47" 3/5. John Derbyshire, le vainqueur du Critérium de la Natation, a remporté le championnat de 10 yards contre le Prince Horton Morton, et le gagnant de Championnat des professionnels.: [1229, 1571, 1531, 1656]
- section-heading: LE MUSÉE WAGNER: [419, 1438, 522, 1449]
- author-signature: Jean Ajalbert.: [539, 930, 606, 943]
- section-heading: Automobilisme: [1338, 1092, 1421, 1105]
- article-body: [924, 95, 1215, 1528]
- section-heading: Cyclisme: [1354, 668, 1405, 680]
- section-heading: Escrime: [1357, 287, 1402, 299]
- column-rule: [917, 26, 918, 2122]
- section-subheading: MESSE ROUGE: [736, 194, 799, 202]
- news-subheading: Adolfo de Castro: [729, 1867, 801, 1878]
- paragraph: Pour répondre non, il n'y a qu'à regarder sous les toques pendant la messe, à considérer ces visages indifférents, ces airs ennuyés, les mêmes airs dont ils subissent la plaidoirie d'un avocat dans une cause jugée d'avance. C'est donc une corvée annuelle à laquelle se soumettent ces personnages. C'est pitié de voir des hommes doués de raison célébrer une cérémonie morte puisqu'elle est dépourvue de sens, faire fonctions d'automates, agir comme des figurants de théâtre qui ne convaincraient pas le sujet de la pièce où on les fait figurer.: [625, 397, 911, 553]
- paragraph: La veille, une lettre anonyme avisait l'hôtelier qu'il eût à visiter les colis de sa pensionnaire, s'il tenait à son argenterie.: [329, 530, 611, 572]
- subject-name: LÉON DIERX: [1034, 61, 1105, 72]
- section-title-nouvelles: NOUVELLES: [696, 1839, 840, 1865]
- paragraph: — J'ai mieux confiance, tout de même, dans une solide carrure, que je ne vous crains pas les rhumes, que le régisseur de vient pas réclamer l'indulgence, tous les soirs, comme pour cette caillette molle d'il y a deux ans.: [27, 636, 315, 693]
- paragraph: Une des demoiselles Morris s'excusa :: [937, 2290, 1122, 2304]
- section-heading: Course à pied: [1342, 1665, 1417, 1677]
- paragraph: En notre longue amitié, souvent interrompue, il est vrai, par l'éloignement, je ne me rappelle pas avoir vu une fois Léon Dierx « se plaindre », mais, les interruptions lisait dans le bonheur. Il m'a laissé exclusivement, comme cela nous est resté attendus nous autres. Mais si vous voulez l'émouvoir, pourtant, soutenez-lui que les poètes ne sont pas les premiers des hommes, et que tous les hommages et respects ne leur sont pas dus.: [924, 1414, 1215, 1527]
- paragraph: Une voiture à galerie traversait la place, avec les malles honnêtes de Maria Carrera. Nous courûmes à la gare. Dans un coin d'une voiture de seconde, lamentable, la victime de ces infamies sanglotait. Nous jetâmes dans son compartiment des bottes de fleurs. Un triste sourire erra sur le visage souffreteux. Le train partit...: [329, 750, 611, 835]
- article-body-italic: [625, 209, 911, 1143]
- imprimeur-line: L'Imprimeur — 12, rue Paul-Lelong.: [1229, 2018, 1397, 2030]
- paragraph: Ce mirifique alexandrin se perdit dans le bruit terrible que fait l'onduleux fleuve de bois du Boulevard en charriant son effroyable train de véhicules...: [1229, 158, 1531, 200]
- paragraph: — Oh ! pas besoin d'un demi-muid, non plus, pour tenir un contralto ou un mezzo-soprano !: [27, 606, 315, 634]
- paragraph: A tout seigneur, tout honneur. Et y a-t-il plus haut seigneur que celui que vous offre l'actualité littéraire ? Une élection princière, rien moins ! Saluons le nouveau souverain, Léon Dierx. Au moins il ne pèsera pas bien lourdement sur son peuple, qui ne se mettra même pas en frais d'une couronne de laurier. Les fées du sacre ne chargeront pas le budget. Cette élection fait-elle plaisir à Dierx ? En ce cas, je l'en félicite. Il se doute bien qu'elle n'ajoute rien à l'admiration de ses vieux amis : le Dierx consacré aujourd'hui, ils l'avaient, eux, déjà, reconnu, non comme prince, — comme il sied sous l'Empire, alors en état républicain, — mais comme très excellent poète, ni tous en estime et sans titre surfait. C'était donc de ce temps de la Revue du Parnasse de Parnasse dont on parle tant et qu'on ignore, je le crains, autant qu'on en parle.: [924, 95, 1215, 478]
- gerant-line: Le Gérant : JULES SOUDRY.: [1229, 2003, 1367, 2016]
- paragraph: La Coupe de Paris, organisée par la Société d'encouragement du Sport nautique, a été courue pour la troisième fois, dimanche, dans le bassin de Neuilly-sur-Marne-le-Perreux. Delbour, du Stade bordelais, battant l'Anglais Ashe, du Kingston-Rowing-Club, a couvert les 1,900 mètres du parcours en 8' 10" 1/5.: [1229, 1335, 1531, 1420]
- paragraph: On ne donne que vingt minutes au Saint-Esprit pour opérer sur deux cents juges ? C'est peu. Il faut qu'il se presse. Au bout de vingt minutes, on s'en va pour aller entendre ou pour faire semblant d'entendre un discours de rentrée, insipide devoir d'école rédigé par un collégue rassis. Et maintenant, aux condamnations ! On a mis Dieu dans ses affaires. La collaboration de Dieu rend gaillard à la besogne : « Dieu est avec nous ! »: [625, 1029, 911, 1142]
- paragraph: Le match Corbett-Maccoy n'aura décidément pas lieu ; pas cet hiver, Corbett ayant déclaré à tous qu'il était trop occupé. Assaut mortel. — A la suite d'un assaut donné au Stanley Theatre de Gateshead (Angleterre), Georges Lavery a été tué. A la quatrième reprise, son partenaire Jack Wilson l'a frappé à la tempe ; il est tombé en perdant connaissance et il est mort deux heures après. Lavery était âgé de vingt-trois ans ; il laisse une veuve et trois enfants en bas âge.: [1229, 1808, 1531, 1921]
- section-heading: VERS PONTIFICAUX: [418, 1879, 522, 1890]
- paragraph: Ce fait est qu'il ne pas de professionnelles pour mieux s'entendre à raccrocher le passant.: [924, 1697, 1215, 1725]
- section-divider: [329, 951, 611, 953]
- paragraph: L'Automobile-Club de France, quittant son local de la place de l'Opéra pour son nouvel immeuble de la place de la Concorde, inaugurera le 1er janvier 1899, l'ancien hôtel de Plessis-Bellière. Le concours des Poids Lourds, organisé sur route, entre brocks automobiles, par l'Automobile-Club de France, a donné d'intéressants résultats pratiques. Organisés sur des parcours variant entre 40 et 70 kilomètres, autour de Versailles, le concours des poids lourds a prouvé que l'avenir de nos routiers et des sociétés de transport était tout entière à la traction mécanique sur route. Parmi les personnalités qui ont suivi toute cette intéressante manifestation, citons les délégués des départements de Seine-et-Oise, Seine-et-Marne, Aveyron, Aube, Allier, Loire-Inférieure, Charente-Inférieure, Marne, Lozère, Cantal, Loire, Loire-Inférieure, etc.: [1229, 1110, 1531, 1309]
- paragraph: L'après-midi, Maria Carrera fit le tour de ville, puis se promena sur le cours. Les officiers la dévisageaient. Les bourgeoises s'écartaient ou pressaient le pas. Les jeunes filles baissaient les yeux, comme devant le péché. Pour la province, l'actrice est toujours une créature de perdition.: [27, 955, 315, 1026]
- paragraph: N'importe ! je vais à l'Esplanade ; Maria Carrera n'est pas acceptée.: [329, 278, 611, 305]
